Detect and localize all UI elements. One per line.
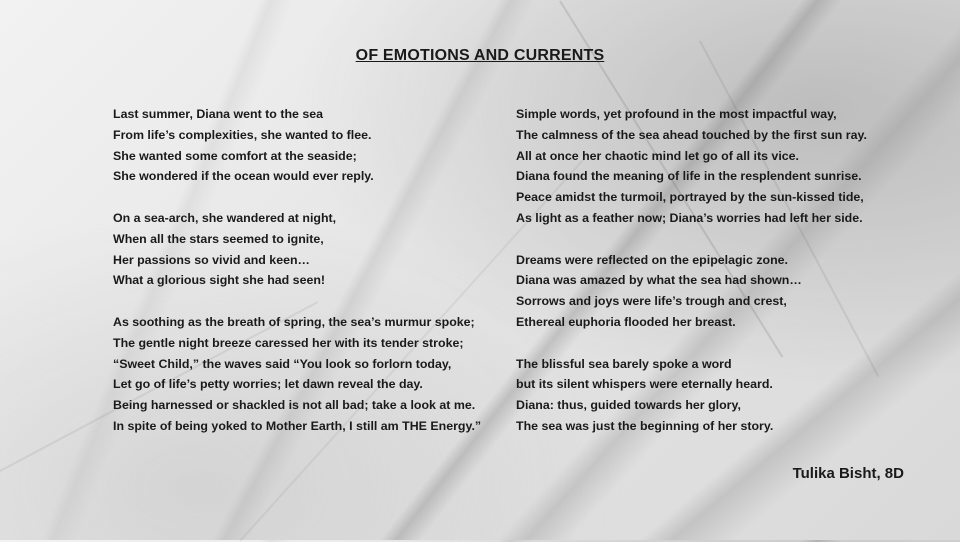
poem-line: The blissful sea barely spoke a word <box>516 356 732 371</box>
poem-line: She wanted some comfort at the seaside; <box>113 148 357 163</box>
poem-line: Her passions so vivid and keen… <box>113 252 310 267</box>
poem-line: “Sweet Child,” the waves said “You look so forlorn today, <box>113 356 452 371</box>
poem-line: From life’s complexities, she wanted to flee. <box>113 127 372 142</box>
poem-line: Diana found the meaning of life in the resplendent sunrise. <box>516 169 862 184</box>
author-credit: Tulika Bisht, 8D <box>792 465 904 482</box>
poem-line: As light as a feather now; Diana’s worries had left her side. <box>516 210 863 225</box>
stanza <box>516 354 896 437</box>
poem-line: The sea was just the beginning of her story. <box>516 418 774 433</box>
poem-line: The gentle night breeze caressed her with its tender stroke; <box>113 335 464 350</box>
stanza <box>113 208 508 291</box>
poem-line: On a sea-arch, she wandered at night, <box>113 210 337 225</box>
poem-title: OF EMOTIONS AND CURRENTS <box>355 47 605 64</box>
poem-line: Being harnessed or shackled is not all bad; take a look at me. <box>113 398 476 413</box>
poem-line: Peace amidst the turmoil, portrayed by the sun-kissed tide, <box>516 190 864 205</box>
poem-line: but its silent whispers were eternally heard. <box>516 377 773 392</box>
poem-line: Let go of life’s petty worries; let dawn reveal the day. <box>113 377 423 392</box>
poem-line: The calmness of the sea ahead touched by the first sun ray. <box>516 127 867 142</box>
stanza <box>516 104 896 229</box>
poem-line: When all the stars seemed to ignite, <box>113 231 324 246</box>
poem-line: Dreams were reflected on the epipelagic zone. <box>516 252 788 267</box>
poem-line: Last summer, Diana went to the sea <box>113 107 324 121</box>
stanza <box>516 250 896 333</box>
poem-line: Diana: thus, guided towards her glory, <box>516 398 741 413</box>
stanza <box>113 312 508 437</box>
poem-line: She wondered if the ocean would ever reply. <box>113 169 374 184</box>
poem-line: All at once her chaotic mind let go of all its vice. <box>516 148 799 163</box>
poem-line: In spite of being yoked to Mother Earth, I still am THE Energy.” <box>113 418 482 433</box>
poem-line: What a glorious sight she had seen! <box>113 273 326 288</box>
poem-line: Sorrows and joys were life’s trough and crest, <box>516 294 787 309</box>
poem-line: Ethereal euphoria flooded her breast. <box>516 314 736 329</box>
poem-line: Diana was amazed by what the sea had shown… <box>516 273 802 288</box>
poem-line: Simple words, yet profound in the most impactful way, <box>516 107 837 121</box>
poem-line: As soothing as the breath of spring, the sea’s murmur spoke; <box>113 314 475 329</box>
left-column <box>113 104 508 458</box>
right-column <box>516 104 896 458</box>
stanza <box>113 104 508 187</box>
